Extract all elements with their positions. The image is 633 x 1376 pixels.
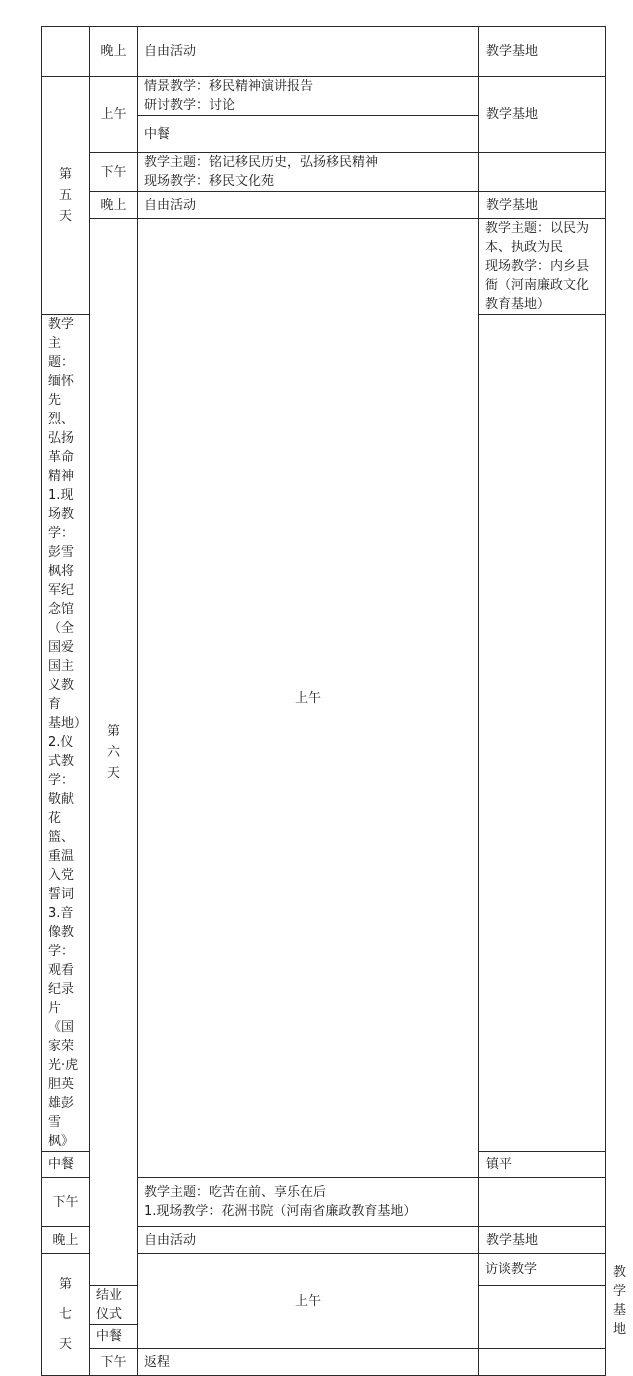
table-row: 第 七 天 上午 访谈教学 教学基地	[42, 1254, 606, 1286]
schedule-table	[41, 26, 627, 1376]
table-row	[42, 219, 606, 315]
content-cell: 结业仪式	[90, 1286, 138, 1325]
table-row	[42, 153, 606, 192]
content-cell: 中餐	[90, 1325, 138, 1349]
place-cell: 教学基地	[479, 1227, 606, 1254]
content-cell: 教学主题：吃苦在前、享乐在后 1.现场教学：花洲书院（河南省廉政教育基地）	[138, 1178, 479, 1227]
period-cell: 下午	[90, 153, 138, 192]
content-cell: 访谈教学	[479, 1254, 606, 1286]
period-cell: 晚上	[90, 27, 138, 77]
period-cell: 晚上	[90, 192, 138, 219]
place-cell	[479, 153, 606, 192]
period-cell: 上午	[90, 77, 138, 153]
place-cell: 教学基地	[479, 27, 606, 77]
content-cell: 中餐	[42, 1152, 90, 1178]
content-cell: 中餐	[138, 116, 479, 153]
content-cell: 情景教学：移民精神演讲报告 研讨教学：讨论	[138, 77, 479, 116]
day-label-7: 第 七 天	[42, 1254, 90, 1376]
content-cell: 教学主题：缅怀先烈、弘扬革命精神 1.现场教学：彭雪枫将军纪念馆（全国爱国主义教育 基地） 2.仪式教学：敬献花篮、重温入党誓词 3.音像教学：观看纪录片《国家荣光·虎胆英雄彭雪 枫》	[42, 315, 90, 1152]
period-cell: 下午	[42, 1178, 90, 1227]
content-cell: 自由活动	[138, 27, 479, 77]
content-cell: 教学主题：以民为本、执政为民 现场教学：内乡县衙（河南廉政文化教育基地）	[479, 219, 606, 315]
place-cell: 教学基地	[479, 77, 606, 153]
place-cell: 镇平	[479, 1152, 606, 1178]
day-label-6: 第 六 天	[90, 219, 138, 1286]
content-cell: 返程	[138, 1349, 479, 1376]
table-row	[42, 192, 606, 219]
place-cell: 教学基地	[479, 192, 606, 219]
content-cell: 自由活动	[138, 1227, 479, 1254]
content-cell: 教学主题：铭记移民历史，弘扬移民精神 现场教学：移民文化苑	[138, 153, 479, 192]
period-cell: 上午	[138, 219, 479, 1178]
table-row	[42, 27, 606, 77]
place-cell	[479, 1178, 606, 1227]
table-row	[42, 1349, 606, 1376]
table-row	[42, 77, 606, 116]
period-cell: 下午	[90, 1349, 138, 1376]
day-label-5: 第 五 天	[42, 77, 90, 315]
period-cell: 晚上	[42, 1227, 90, 1254]
place-cell	[479, 1349, 606, 1376]
content-cell: 自由活动	[138, 192, 479, 219]
day-cell-empty	[42, 27, 90, 77]
period-cell: 上午	[138, 1254, 479, 1349]
place-cell	[479, 315, 606, 1152]
